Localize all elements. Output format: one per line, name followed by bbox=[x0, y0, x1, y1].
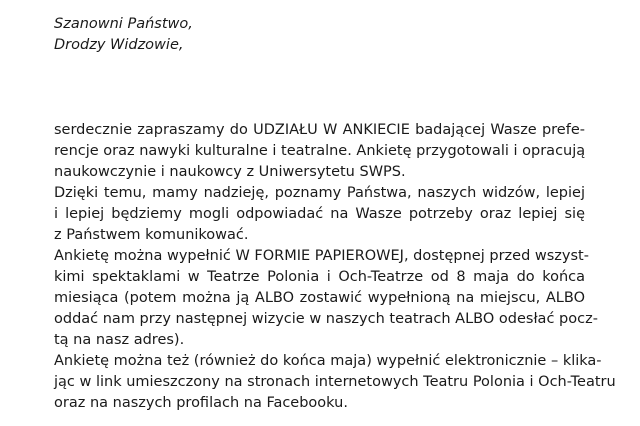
salutation bbox=[54, 14, 193, 56]
salutation-line: Szanowni Państwo, bbox=[54, 16, 193, 32]
text-line: rencje oraz nawyki kulturalne i teatralne. Ankietę przygotowali i opracują bbox=[54, 143, 586, 159]
text-line: serdecznie zapraszamy do UDZIAŁU W ANKIECIE badającej Wasze prefe- bbox=[54, 122, 585, 138]
salutation-line: Drodzy Widzowie, bbox=[54, 37, 184, 53]
text-line: oraz na naszych profilach na Facebooku. bbox=[54, 395, 348, 411]
text-line: kimi spektaklami w Teatrze Polonia i Och-Teatrze od 8 maja do końca bbox=[54, 269, 585, 285]
text-line: Ankietę można też (również do końca maja) wypełnić elektronicznie – klika- bbox=[54, 353, 602, 369]
text-line: miesiąca (potem można ją ALBO zostawić wypełnioną na miejscu, ALBO bbox=[54, 290, 585, 306]
text-line: oddać nam przy następnej wizycie w naszych teatrach ALBO odesłać pocz- bbox=[54, 311, 598, 327]
text-line: Ankietę można wypełnić W FORMIE PAPIEROWEJ, dostępnej przed wszyst- bbox=[54, 248, 589, 264]
text-line: Dzięki temu, mamy nadzieję, poznamy Państwa, naszych widzów, lepiej bbox=[54, 185, 585, 201]
text-line: naukowczynie i naukowcy z Uniwersytetu SWPS. bbox=[54, 164, 406, 180]
text-line: tą na nasz adres). bbox=[54, 332, 185, 348]
letter-body bbox=[54, 120, 616, 414]
text-line: jąc w link umieszczony na stronach internetowych Teatru Polonia i Och-Teatru bbox=[54, 374, 616, 390]
text-line: z Państwem komunikować. bbox=[54, 227, 249, 243]
text-line: i lepiej będziemy mogli odpowiadać na Wasze potrzeby oraz lepiej się bbox=[54, 206, 585, 222]
